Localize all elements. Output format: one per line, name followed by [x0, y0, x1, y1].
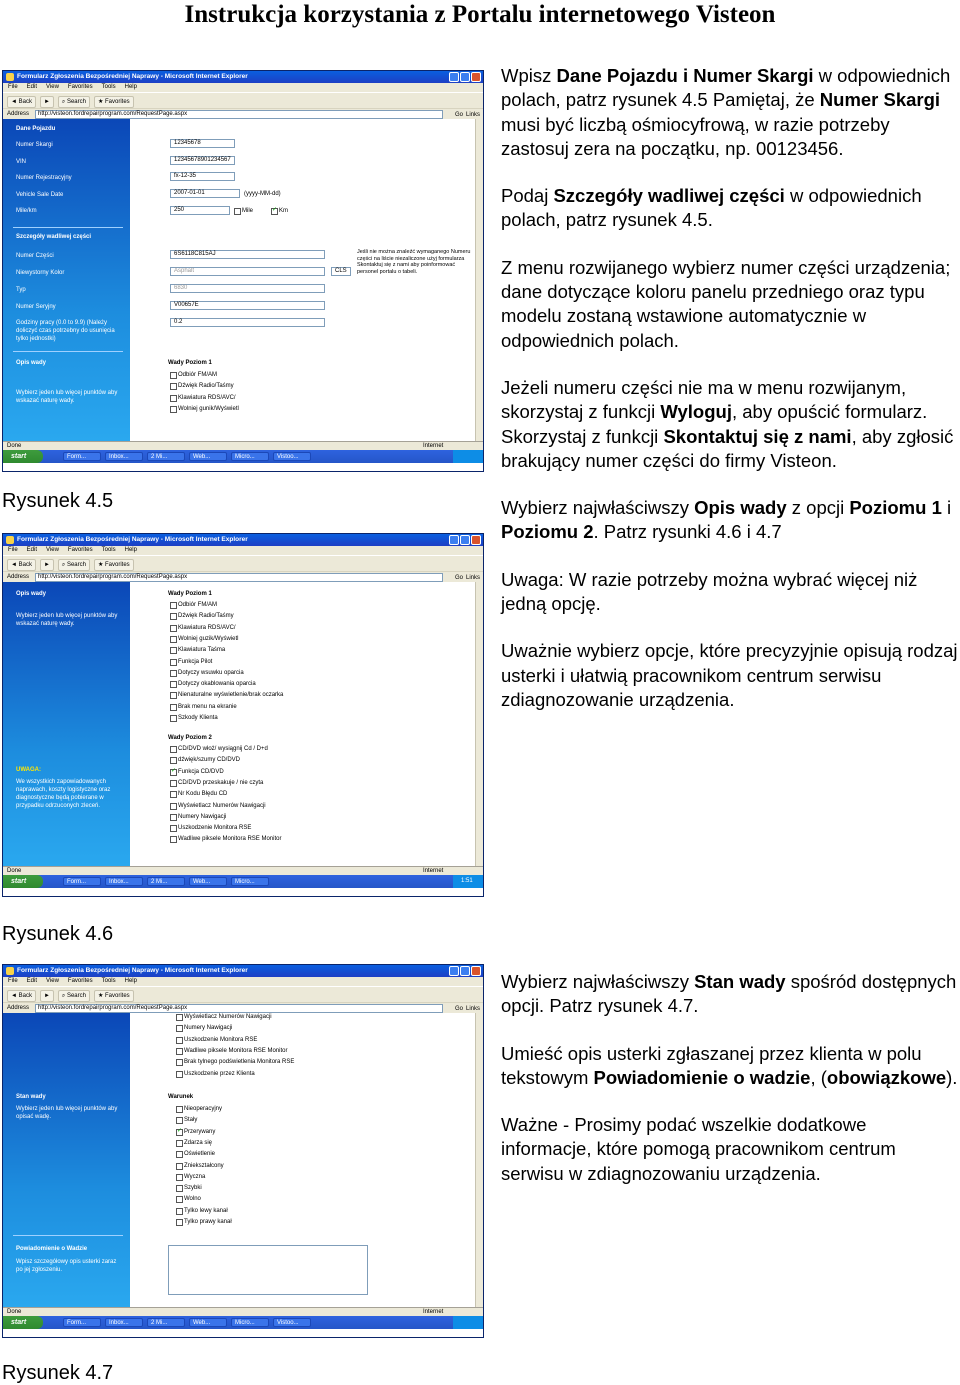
address-bar: Address http://visteon.fordrepairprogram.com/RequestPage.aspx Go Links	[3, 571, 483, 582]
label-numer-skargi: Numer Skargi	[16, 142, 53, 148]
checkbox-option[interactable]: Klawiatura Taśma	[170, 646, 225, 654]
sidebar-heading: Powiadomienie o Wadzie	[16, 1246, 88, 1252]
paragraph: Wybierz najwłaściwszy Opis wady z opcji Poziomu 1 i Poziomu 2. Patrz rysunki 4.6 i 4.7	[501, 497, 952, 543]
menu-item[interactable]: Edit	[26, 547, 38, 553]
sidebar-hint: Wybierz jeden lub więcej punktów aby wskazać naturę wady.	[16, 390, 118, 404]
checkbox-option[interactable]: Uszkodzenie przez Klienta	[176, 1070, 255, 1078]
form-area	[168, 582, 473, 866]
clock	[453, 450, 483, 463]
label-nc: Numer Części	[16, 253, 54, 259]
menu-item[interactable]: Tools	[101, 84, 116, 90]
task-item[interactable]: Inbox...	[105, 452, 143, 461]
condition-list	[176, 1105, 376, 1235]
checkbox-option[interactable]: Numery Nawigacji	[176, 1024, 232, 1032]
caption-4-5: Rysunek 4.5	[2, 490, 114, 512]
menu-item[interactable]: Favorites	[67, 84, 93, 90]
taskbar	[3, 1316, 483, 1329]
favorites-button[interactable]: ★ Favorites	[94, 559, 134, 571]
checkbox-option[interactable]: Tylko lewy kanał	[176, 1207, 228, 1215]
warning-heading: UWAGA:	[16, 767, 41, 773]
checkbox-option[interactable]: Szkody Klienta	[170, 714, 218, 722]
checkbox-option[interactable]: Zniekształcony	[176, 1162, 224, 1170]
checkbox-option[interactable]: dźwięk/szumy CD/DVD	[170, 756, 240, 764]
toolbar	[3, 92, 483, 108]
menu-item[interactable]: Help	[124, 547, 137, 553]
toolbar	[3, 555, 483, 571]
minimize-icon[interactable]	[449, 966, 459, 976]
checkbox-option[interactable]: Odbiór FM/AM	[170, 371, 217, 379]
checkbox-option[interactable]: CD/DVD przeskakuje / nie czyta	[170, 779, 263, 787]
part-help-note: Jeśli nie można znaleźć wymaganego Numeru części na liście niezaliczone użyj formularza Skontaktuj się z nami aby poinformować personel portalu o tabeli.	[357, 249, 471, 275]
page-content	[3, 582, 483, 866]
back-button[interactable]: ◄ Back	[7, 990, 36, 1002]
task-item[interactable]: Vistoo...	[273, 452, 311, 461]
search-button[interactable]: ⌕ Search	[58, 559, 90, 571]
task-item[interactable]: Form...	[63, 1318, 101, 1327]
label-mile: Mile/km	[16, 208, 37, 214]
level1-title: Wady Poziom 1	[168, 360, 212, 366]
menu-item[interactable]: Edit	[26, 84, 38, 90]
task-item[interactable]: 2 Mi...	[147, 452, 185, 461]
vin-input[interactable]: 12345678901234567	[170, 156, 235, 165]
checkbox-option[interactable]: Funkcja CD/DVD ✓	[170, 768, 224, 776]
checkbox-option[interactable]: Klawiatura RDS/AVC/	[170, 394, 236, 402]
minimize-icon[interactable]	[449, 72, 459, 82]
scrollbar[interactable]	[475, 582, 483, 866]
sale-date-input[interactable]: 2007-01-01	[170, 189, 240, 198]
date-format-hint: (yyyy-MM-dd)	[244, 191, 281, 197]
menu-item[interactable]: Edit	[26, 978, 38, 984]
forward-button[interactable]: ►	[40, 559, 54, 571]
address-bar: Address http://visteon.fordrepairprogram.com/RequestPage.aspx Go Links	[3, 108, 483, 119]
clock: 1:51	[453, 875, 483, 888]
clock	[453, 1316, 483, 1329]
scrollbar[interactable]	[475, 1013, 483, 1307]
serial-input[interactable]: V00657E	[170, 301, 325, 310]
form-area	[168, 119, 473, 441]
menu-bar	[3, 546, 483, 555]
label-vsd: Vehicle Sale Date	[16, 192, 64, 198]
task-item[interactable]: Vistoo...	[273, 1318, 311, 1327]
ie-icon	[6, 967, 14, 975]
checkbox-option[interactable]: Brak menu na ekranie	[170, 703, 237, 711]
sidebar-heading: Dane Pojazdu	[16, 126, 56, 132]
checkbox-option[interactable]: Stały	[176, 1116, 197, 1124]
window-title-bar: Formularz Zgłoszenia Bezpośredniej Naprawy - Microsoft Internet Explorer	[3, 965, 483, 977]
url-input[interactable]: http://visteon.fordrepairprogram.com/RequestPage.aspx	[35, 573, 443, 582]
checkbox-option[interactable]: Wadliwe piksele Monitora RSE Monitor	[170, 835, 281, 843]
level1-list	[170, 371, 320, 441]
cls-field: CLS	[331, 267, 351, 276]
checkbox-option[interactable]: Dźwięk Radio/Taśmy	[170, 382, 234, 390]
links-button[interactable]: Links	[465, 112, 480, 118]
toolbar	[3, 986, 483, 1002]
close-icon[interactable]	[471, 72, 481, 82]
sidebar-heading: Szczegóły wadliwej części	[16, 234, 92, 240]
url-input[interactable]: http://visteon.fordrepairprogram.com/RequestPage.aspx	[35, 1004, 443, 1013]
part-number-select[interactable]: 6S6118C815AJ	[170, 250, 325, 259]
label-typ: Typ	[16, 287, 26, 293]
task-item[interactable]: Inbox...	[105, 877, 143, 886]
checkbox-option[interactable]: Wyświetlacz Numerów Nawigacji	[176, 1013, 272, 1021]
type-input: 6830	[170, 284, 325, 293]
complaint-number-input[interactable]: 12345678	[170, 139, 235, 148]
sidebar-heading: Opis wady	[16, 591, 47, 597]
menu-item[interactable]: Favorites	[67, 978, 93, 984]
caption-4-6: Rysunek 4.6	[2, 923, 114, 945]
start-button[interactable]: start	[3, 450, 43, 463]
screenshot-figure-4-7	[2, 964, 484, 1338]
menu-item[interactable]: Help	[124, 978, 137, 984]
status-bar: Done Internet	[3, 441, 483, 450]
status-bar: Done Internet	[3, 1307, 483, 1316]
favorites-button[interactable]: ★ Favorites	[94, 96, 134, 108]
go-button[interactable]: Go	[454, 112, 463, 118]
start-button[interactable]: start	[3, 1316, 43, 1329]
paragraph: Jeżeli numeru części nie ma w menu rozwijanym, skorzystaj z funkcji Wyloguj, aby opuścić formularz. Skorzystaj z funkcji Skontaktuj się z nami, aby zgłosić brakujący numer części do firmy Visteon.	[501, 376, 954, 471]
label-kolor: Niewystorny Kolor	[16, 270, 65, 276]
checkbox-option[interactable]: Wolniej gunik/Wyświetl	[170, 405, 239, 413]
km-radio[interactable]: Km ✓	[271, 207, 288, 215]
checkbox-option[interactable]: Nienaturalne wyświetlenie/brak oczarka	[170, 691, 283, 699]
checkbox-option[interactable]: Nieoperacyjny	[176, 1105, 222, 1113]
task-item[interactable]: Web...	[189, 1318, 227, 1327]
page-content	[3, 1013, 483, 1307]
close-icon[interactable]	[471, 966, 481, 976]
instructions-column-1	[501, 64, 959, 712]
favorites-button[interactable]: ★ Favorites	[94, 990, 134, 1002]
maximize-icon[interactable]	[460, 72, 470, 82]
task-item[interactable]: Micro...	[231, 1318, 269, 1327]
menu-item[interactable]: View	[46, 84, 59, 90]
checkbox-option[interactable]: Wadliwe piksele Monitora RSE Monitor	[176, 1047, 287, 1055]
sidebar-hint: Wybierz jeden lub więcej punktów aby opisać wadę.	[16, 1106, 118, 1120]
menu-item[interactable]: View	[46, 978, 59, 984]
sidebar	[3, 582, 130, 866]
sidebar	[3, 119, 130, 441]
links-button[interactable]: Links	[465, 575, 480, 581]
form-area	[168, 1013, 473, 1307]
level1-list	[170, 601, 370, 726]
task-item[interactable]: 2 Mi...	[147, 1318, 185, 1327]
hours-input[interactable]: 0.2	[170, 318, 325, 327]
minimize-icon[interactable]	[449, 535, 459, 545]
checkbox-option[interactable]: Brak tylnego podświetlenia Monitora RSE	[176, 1058, 294, 1066]
mile-radio[interactable]: Mile	[234, 207, 253, 215]
task-item[interactable]: Form...	[63, 877, 101, 886]
window-title-bar: Formularz Zgłoszenia Bezpośredniej Naprawy - Microsoft Internet Explorer	[3, 71, 483, 83]
scrollbar[interactable]	[475, 119, 483, 441]
level2-list	[176, 1013, 376, 1083]
color-input: Asphalt	[170, 267, 325, 276]
task-item[interactable]: Form...	[63, 452, 101, 461]
search-button[interactable]: ⌕ Search	[58, 96, 90, 108]
checkbox-option[interactable]: Uszkodzenie Monitora RSE	[170, 824, 251, 832]
checkbox-option[interactable]: Zdarza się	[176, 1139, 212, 1147]
menu-item[interactable]: Tools	[101, 547, 116, 553]
close-icon[interactable]	[471, 535, 481, 545]
page-title: Instrukcja korzystania z Portalu internetowego Visteon	[184, 1, 776, 28]
checkbox-option[interactable]: Numery Nawigacji	[170, 813, 226, 821]
paragraph: Z menu rozwijanego wybierz numer części urządzenia; dane dotyczące koloru panelu przedniego oraz typu modelu zostaną wstawione automatycznie w odpowiednich polach.	[501, 256, 951, 351]
level2-list	[170, 745, 370, 855]
instructions-column-2	[501, 970, 959, 1186]
sidebar	[3, 1013, 130, 1307]
registration-input[interactable]: fx-12-35	[170, 172, 235, 181]
window-title-bar: Formularz Zgłoszenia Bezpośredniej Naprawy - Microsoft Internet Explorer	[3, 534, 483, 546]
checkbox-option[interactable]: Dotyczy wsuwku oparcia	[170, 669, 244, 677]
paragraph: Wybierz najwłaściwszy Stan wady spośród dostępnych opcji. Patrz rysunek 4.7.	[501, 971, 957, 1017]
label-ns: Numer Seryjny	[16, 304, 56, 310]
sidebar-hint: Wybierz jeden lub więcej punktów aby wskazać naturę wady.	[16, 613, 118, 627]
label-godz: Godziny pracy (0.0 to 9.9) (Należy doliczyć czas potrzebny do usunięcia tylko jednostki)	[16, 320, 115, 342]
address-bar: Address http://visteon.fordrepairprogram.com/RequestPage.aspx Go Links	[3, 1002, 483, 1013]
paragraph: Uwaga: W razie potrzeby można wybrać więcej niż jedną opcję.	[501, 568, 918, 615]
sidebar-heading: Opis wady	[16, 360, 47, 366]
ie-icon	[6, 536, 14, 544]
page-content	[3, 119, 483, 441]
back-button[interactable]: ◄ Back	[7, 96, 36, 108]
checkbox-option[interactable]: Dotyczy okablowania oparcia	[170, 680, 256, 688]
menu-item[interactable]: File	[8, 978, 18, 984]
paragraph: Uważnie wybierz opcje, które precyzyjnie opisują rodzaj usterki i ułatwią pracownikom centrum serwisu zdiagnozowanie urządzenia.	[501, 640, 958, 710]
caption-4-7: Rysunek 4.7	[2, 1362, 114, 1384]
sidebar-hint: Wpisz szczegółowy opis usterki zaraz po jej zgłoszeniu.	[16, 1259, 117, 1273]
taskbar	[3, 450, 483, 463]
defect-notification-textarea[interactable]	[168, 1245, 368, 1295]
forward-button[interactable]: ►	[40, 990, 54, 1002]
paragraph: Ważne - Prosimy podać wszelkie dodatkowe informacje, które pomogą pracownikom centrum serwisu w zdiagnozowaniu urządzenia.	[501, 1114, 896, 1184]
back-button[interactable]: ◄ Back	[7, 559, 36, 571]
task-item[interactable]: Web...	[189, 452, 227, 461]
paragraph: Wpisz Dane Pojazdu i Numer Skargi w odpowiednich polach, patrz rysunek 4.5 Pamiętaj, że Numer Skargi musi być liczbą ośmiocyfrową, w razie potrzeby zastosuj zera na początku, np. 00123456.	[501, 65, 951, 159]
menu-bar	[3, 83, 483, 92]
label-nr-rej: Numer Rejestracyjny	[16, 175, 72, 181]
condition-title: Warunek	[168, 1094, 194, 1100]
maximize-icon[interactable]	[460, 966, 470, 976]
menu-item[interactable]: Help	[124, 84, 137, 90]
url-input[interactable]: http://visteon.fordrepairprogram.com/RequestPage.aspx	[35, 110, 443, 119]
checkbox-option[interactable]: Uszkodzenie Monitora RSE	[176, 1036, 257, 1044]
label-vin: VIN	[16, 159, 27, 165]
screenshot-figure-4-6	[2, 533, 484, 897]
checkbox-option[interactable]: Oświetlenie	[176, 1150, 215, 1158]
sidebar-heading: Stan wady	[16, 1094, 46, 1100]
menu-item[interactable]: File	[8, 547, 18, 553]
checkbox-option[interactable]: Wyświetlacz Numerów Nawigacji	[170, 802, 266, 810]
menu-item[interactable]: File	[8, 84, 18, 90]
checkbox-option[interactable]: Klawiatura RDS/AVC/	[170, 624, 236, 632]
checkbox-option[interactable]: Tylko prawy kanał	[176, 1218, 232, 1226]
menu-item[interactable]: Tools	[101, 978, 116, 984]
task-item[interactable]: Micro...	[231, 452, 269, 461]
go-button[interactable]: Go	[454, 575, 463, 581]
checkbox-option[interactable]: Odbiór FM/AM	[170, 601, 217, 609]
menu-item[interactable]: Favorites	[67, 547, 93, 553]
checkbox-option[interactable]: CD/DVD włoż/ wysiągnij Cd / D+d	[170, 745, 268, 753]
paragraph: Podaj Szczegóły wadliwej części w odpowiednich polach, patrz rysunek 4.5.	[501, 185, 922, 231]
start-button[interactable]: start	[3, 875, 43, 888]
checkbox-option[interactable]: Wyczna	[176, 1173, 205, 1181]
status-bar: Done Internet	[3, 866, 483, 875]
checkbox-option[interactable]: Dźwięk Radio/Taśmy	[170, 612, 234, 620]
links-button[interactable]: Links	[465, 1006, 480, 1012]
forward-button[interactable]: ►	[40, 96, 54, 108]
mileage-input[interactable]: 250	[170, 206, 230, 215]
task-item[interactable]: Micro...	[231, 877, 269, 886]
task-item[interactable]: 2 Mi...	[147, 877, 185, 886]
search-button[interactable]: ⌕ Search	[58, 990, 90, 1002]
taskbar	[3, 875, 483, 888]
menu-item[interactable]: View	[46, 547, 59, 553]
menu-bar	[3, 977, 483, 986]
checkbox-option[interactable]: Przerywany ✓	[176, 1128, 215, 1136]
ie-icon	[6, 73, 14, 81]
checkbox-option[interactable]: Funkcja Pilot	[170, 658, 212, 666]
screenshot-figure-4-5	[2, 70, 484, 472]
maximize-icon[interactable]	[460, 535, 470, 545]
level1-title: Wady Poziom 1	[168, 591, 212, 597]
warning-text: We wszystkich zapowiadowanych naprawach, koszty logistyczne oraz diagnostyczne będą pobierane w przypadku odrzuconych zleceń.	[16, 779, 111, 809]
checkbox-option[interactable]: Wolno	[176, 1195, 201, 1203]
task-item[interactable]: Web...	[189, 877, 227, 886]
level2-title: Wady Poziom 2	[168, 735, 212, 741]
go-button[interactable]: Go	[454, 1006, 463, 1012]
checkbox-option[interactable]: Szybki	[176, 1184, 202, 1192]
checkbox-option[interactable]: Nr Kodu Błędu CD	[170, 790, 227, 798]
paragraph: Umieść opis usterki zgłaszanej przez klienta w polu tekstowym Powiadomienie o wadzie, (obowiązkowe).	[501, 1042, 958, 1088]
task-item[interactable]: Inbox...	[105, 1318, 143, 1327]
checkbox-option[interactable]: Wolniej guzik/Wyświetl	[170, 635, 239, 643]
